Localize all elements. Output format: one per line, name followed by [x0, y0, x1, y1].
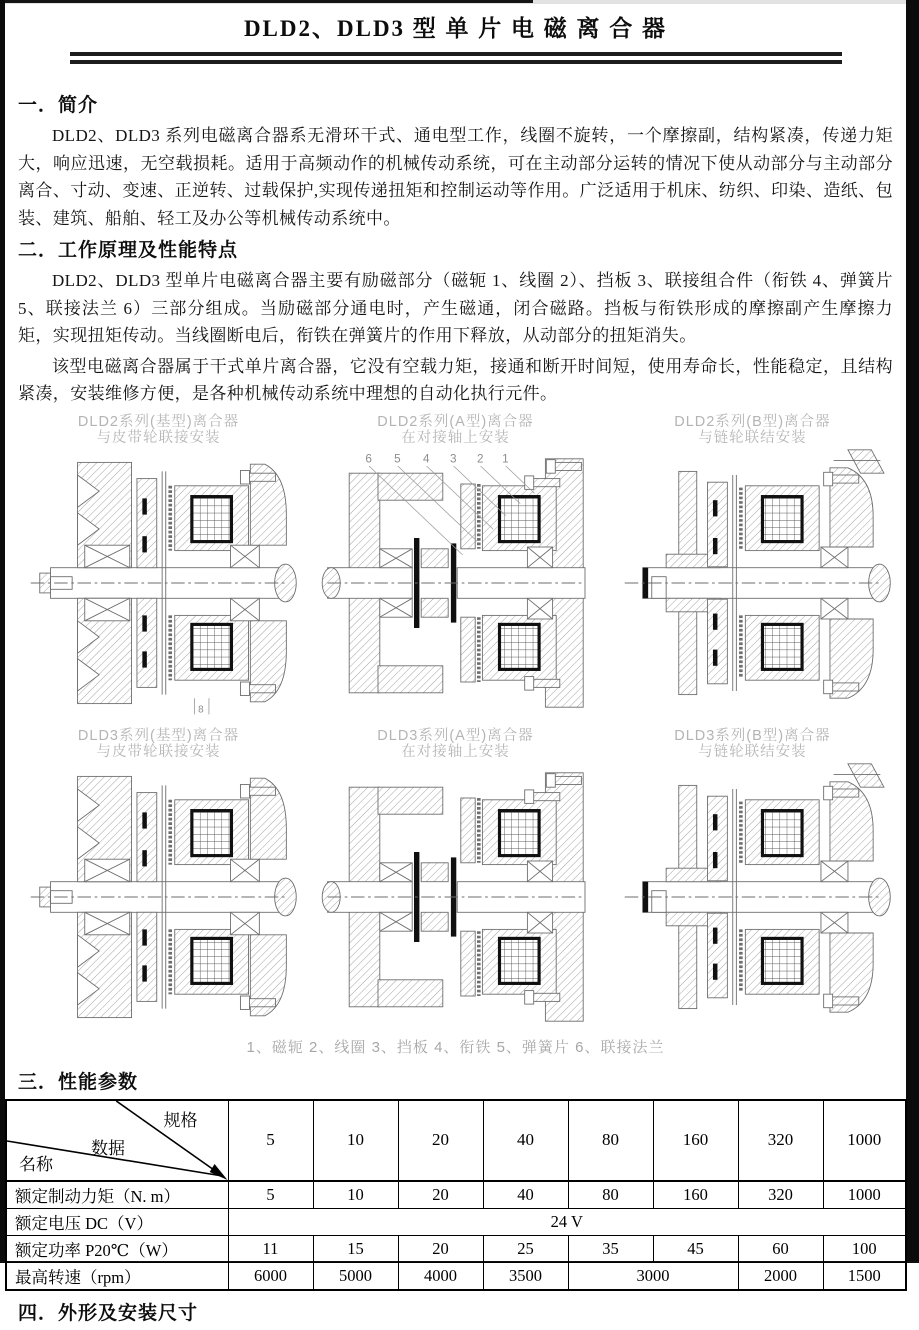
diagram-caption-line2: 与皮带轮联接安装 — [96, 743, 221, 760]
diagram-caption — [305, 414, 606, 446]
document-content — [15, 8, 893, 1330]
spec-column-header: 5 — [228, 1100, 313, 1181]
value-cell: 20 — [398, 1235, 483, 1262]
value-cell: 20 — [398, 1181, 483, 1209]
value-cell: 10 — [313, 1181, 398, 1209]
diagram-cell-6 — [612, 728, 893, 1032]
spec-column-header: 320 — [738, 1100, 823, 1181]
corner-label-spec: 规格 — [163, 1110, 198, 1130]
svg-text:5: 5 — [394, 451, 401, 465]
paragraph-principle-1: DLD2、DLD3 型单片电磁离合器主要有励磁部分（磁轭 1、线圈 2）、挡板 3、联接组合件（衔铁 4、弹簧片 5、联接法兰 6）三部分组成。当励磁部分通电时，产生磁通，闭合磁路。挡板与衔铁形成的摩擦副产生摩擦力矩，实现扭矩传动。当线圈断电后，衔铁在弹簧片的作用下释放，从动部分的扭矩消失。 — [18, 271, 893, 345]
corner-label-name: 名称 — [19, 1154, 53, 1174]
value-cell: 2000 — [738, 1262, 823, 1290]
table-corner-cell — [6, 1100, 228, 1181]
diagram-caption-line1: DLD2系列(A型)离合器 — [377, 413, 534, 430]
diagram-caption-line1: DLD2系列(B型)离合器 — [674, 413, 831, 430]
table-header-row — [6, 1100, 906, 1181]
table-row — [6, 1262, 906, 1290]
diagram-caption — [305, 728, 606, 760]
spec-column-header: 40 — [483, 1100, 568, 1181]
diagram-caption — [18, 728, 299, 760]
spec-column-header: 1000 — [823, 1100, 906, 1181]
row-label: 最高转速（rpm） — [6, 1262, 228, 1290]
table-row — [6, 1181, 906, 1209]
clutch-cross-section-drawing — [305, 762, 606, 1032]
diagram-caption-line1: DLD3系列(A型)离合器 — [377, 727, 534, 744]
svg-text:1: 1 — [502, 451, 509, 465]
clutch-cross-section-drawing — [612, 762, 893, 1032]
diagram-caption — [612, 414, 893, 446]
svg-text:8: 8 — [198, 704, 204, 716]
page-left-edge — [0, 0, 5, 1263]
diagram-cell-2 — [305, 414, 606, 718]
paragraph-intro: DLD2、DLD3 系列电磁离合器系无滑环干式、通电型工作，线圈不旋转，一个摩擦副，结构紧凑，传递力矩大，响应迅速，无空载损耗。适用于高频动作的机械传动系统，可在主动部分运转的情况下使从动部分与主动部分离合、寸动、变速、正逆转、过载保护,实现传递扭矩和控制运动等作用。广泛适用于机床、纺织、印染、造纸、包装、建筑、船舶、轻工及办公等机械传动系统中。 — [18, 126, 893, 228]
value-cell: 100 — [823, 1235, 906, 1262]
section-heading-principle: 二．工作原理及性能特点 — [18, 240, 239, 261]
value-cell: 25 — [483, 1235, 568, 1262]
value-cell: 24 V — [228, 1208, 906, 1235]
svg-text:3: 3 — [450, 451, 457, 465]
row-label: 额定制动力矩（N. m） — [6, 1181, 228, 1209]
value-cell: 5000 — [313, 1262, 398, 1290]
diagram-caption-line2: 在对接轴上安装 — [401, 743, 510, 760]
diagram-caption-line1: DLD2系列(基型)离合器 — [77, 413, 240, 430]
performance-table — [5, 1099, 907, 1291]
diagram-cell-5 — [305, 728, 606, 1032]
value-cell: 3500 — [483, 1262, 568, 1290]
value-cell: 1500 — [823, 1262, 906, 1290]
page-right-edge — [906, 0, 919, 1263]
table-row — [6, 1208, 906, 1235]
section-heading-intro: 一．简介 — [18, 95, 99, 116]
diagram-caption-line2: 在对接轴上安装 — [401, 429, 510, 446]
value-cell: 1000 — [823, 1181, 906, 1209]
page-top-edge-dark — [0, 0, 533, 3]
row-label: 额定电压 DC（V） — [6, 1208, 228, 1235]
row-label: 额定功率 P20℃（W） — [6, 1235, 228, 1262]
section-heading-dimensions: 四．外形及安装尺寸 — [18, 1302, 199, 1324]
spec-column-header: 160 — [653, 1100, 738, 1181]
parts-legend: 1、磁轭 2、线圈 3、挡板 4、衔铁 5、弹簧片 6、联接法兰 — [246, 1038, 665, 1056]
diagram-cell-3 — [612, 414, 893, 718]
page-title: DLD2、DLD3 型 单 片 电 磁 离 合 器 — [243, 16, 668, 41]
diagram-caption — [612, 728, 893, 760]
value-cell: 15 — [313, 1235, 398, 1262]
diagram-grid — [18, 414, 893, 1032]
spec-column-header: 80 — [568, 1100, 653, 1181]
value-cell: 35 — [568, 1235, 653, 1262]
diagram-caption-line1: DLD3系列(B型)离合器 — [674, 727, 831, 744]
clutch-cross-section-drawing — [612, 448, 893, 718]
value-cell: 160 — [653, 1181, 738, 1209]
diagram-caption — [18, 414, 299, 446]
value-cell: 320 — [738, 1181, 823, 1209]
diagram-cell-4 — [18, 728, 299, 1032]
value-cell: 4000 — [398, 1262, 483, 1290]
diagram-caption-line2: 与皮带轮联接安装 — [96, 429, 221, 446]
clutch-cross-section-drawing — [18, 448, 299, 718]
value-cell: 45 — [653, 1235, 738, 1262]
svg-text:4: 4 — [423, 451, 430, 465]
corner-label-data: 数据 — [91, 1138, 125, 1158]
svg-text:6: 6 — [365, 451, 373, 465]
title-double-rule — [70, 52, 842, 64]
value-cell: 60 — [738, 1235, 823, 1262]
spec-column-header: 10 — [313, 1100, 398, 1181]
diagram-cell-1 — [18, 414, 299, 718]
value-cell: 11 — [228, 1235, 313, 1262]
diagram-caption-line1: DLD3系列(基型)离合器 — [77, 727, 240, 744]
spec-column-header: 20 — [398, 1100, 483, 1181]
table-row — [6, 1235, 906, 1262]
value-cell: 5 — [228, 1181, 313, 1209]
value-cell: 40 — [483, 1181, 568, 1209]
section-heading-parameters: 三．性能参数 — [18, 1071, 139, 1093]
value-cell: 6000 — [228, 1262, 313, 1290]
value-cell: 3000 — [568, 1262, 738, 1290]
diagram-caption-line2: 与链轮联结安装 — [698, 743, 807, 760]
clutch-cross-section-drawing — [18, 762, 299, 1032]
clutch-cross-section-drawing — [305, 448, 606, 718]
svg-text:2: 2 — [477, 451, 484, 465]
paragraph-principle-2: 该型电磁离合器属于干式单片离合器，它没有空载力矩，接通和断开时间短，使用寿命长，性能稳定，且结构紧凑，安装维修方便，是各种机械传动系统中理想的自动化执行元件。 — [18, 356, 893, 403]
value-cell: 80 — [568, 1181, 653, 1209]
diagram-caption-line2: 与链轮联结安装 — [698, 429, 807, 446]
